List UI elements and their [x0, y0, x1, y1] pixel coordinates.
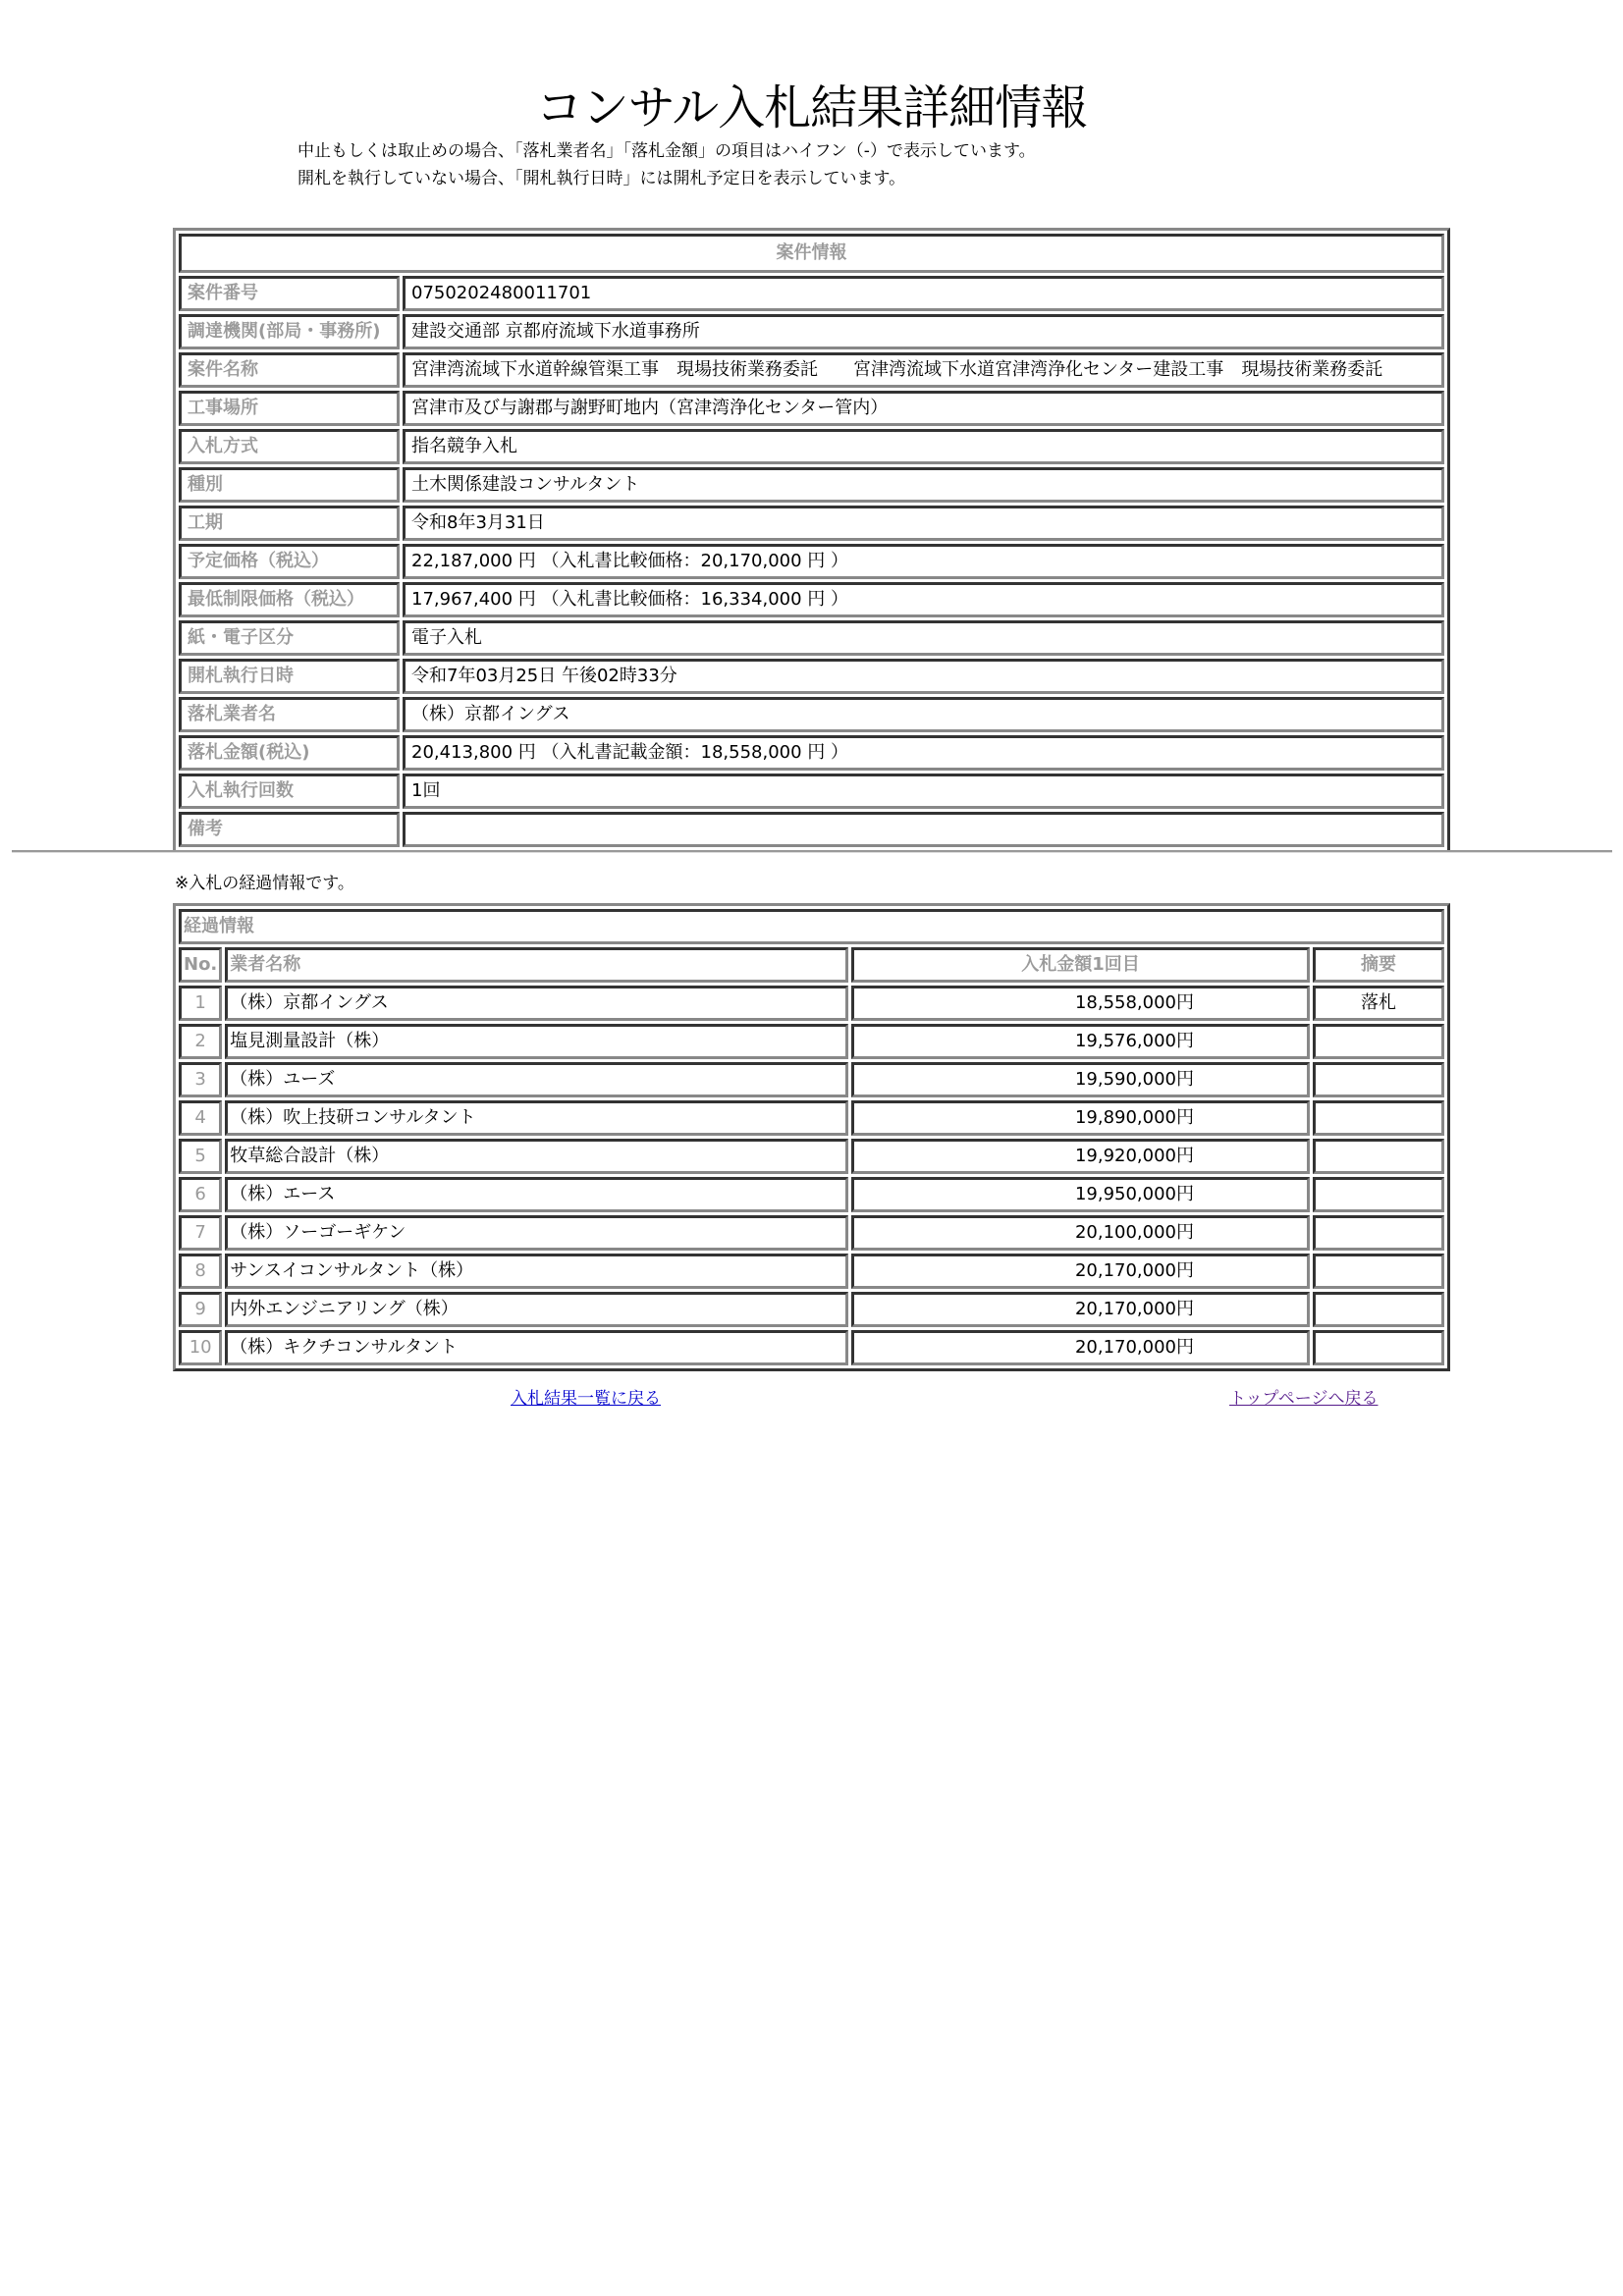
row-no: 6	[179, 1177, 222, 1212]
row-value: 建設交通部 京都府流域下水道事務所	[403, 314, 1444, 349]
row-name: 牧草総合設計（株）	[225, 1139, 848, 1174]
case-info-row	[179, 467, 1444, 503]
row-amount: 19,920,000円	[851, 1139, 1310, 1174]
row-value: 宮津市及び与謝郡与謝野町地内（宮津湾浄化センター管内）	[403, 391, 1444, 426]
column-header-summary: 摘要	[1313, 947, 1444, 983]
row-label: 種別	[179, 467, 400, 503]
row-name: （株）キクチコンサルタント	[225, 1330, 848, 1365]
table-row	[179, 1177, 1444, 1212]
row-name: （株）京都イングス	[225, 986, 848, 1021]
case-info-table	[173, 228, 1450, 853]
table-row	[179, 1100, 1444, 1136]
case-info-row	[179, 352, 1444, 388]
case-info-header: 案件情報	[179, 234, 1444, 273]
row-label: 最低制限価格（税込）	[179, 582, 400, 617]
case-info-row	[179, 620, 1444, 656]
row-no: 9	[179, 1292, 222, 1327]
progress-caption-row	[179, 909, 1444, 944]
row-value: 17,967,400 円 （入札書比較価格：16,334,000 円 ）	[403, 582, 1444, 617]
row-name: （株）ユーズ	[225, 1062, 848, 1097]
table-row	[179, 1024, 1444, 1059]
row-label: 案件番号	[179, 276, 400, 311]
row-label: 落札金額(税込)	[179, 735, 400, 771]
back-to-top-link[interactable]: トップページへ戻る	[1229, 1389, 1379, 1409]
row-value	[403, 812, 1444, 847]
row-value: 令和7年03月25日 午後02時33分	[403, 659, 1444, 694]
back-to-list-link[interactable]: 入札結果一覧に戻る	[511, 1389, 661, 1409]
row-summary	[1313, 1139, 1444, 1174]
row-amount: 20,100,000円	[851, 1215, 1310, 1251]
page-notes	[298, 137, 1036, 192]
row-value: 1回	[403, 774, 1444, 809]
row-summary	[1313, 1215, 1444, 1251]
case-info-row	[179, 582, 1444, 617]
row-no: 10	[179, 1330, 222, 1365]
row-no: 1	[179, 986, 222, 1021]
row-name: （株）ソーゴーギケン	[225, 1215, 848, 1251]
row-amount: 18,558,000円	[851, 986, 1310, 1021]
row-amount: 20,170,000円	[851, 1330, 1310, 1365]
row-no: 5	[179, 1139, 222, 1174]
table-row	[179, 1215, 1444, 1251]
table-row	[179, 986, 1444, 1021]
table-row	[179, 1330, 1444, 1365]
row-label: 落札業者名	[179, 697, 400, 732]
row-no: 7	[179, 1215, 222, 1251]
case-info-row	[179, 391, 1444, 426]
row-label: 調達機関(部局・事務所)	[179, 314, 400, 349]
row-summary	[1313, 1330, 1444, 1365]
row-value: 20,413,800 円 （入札書記載金額：18,558,000 円 ）	[403, 735, 1444, 771]
row-label: 開札執行日時	[179, 659, 400, 694]
row-name: （株）吹上技研コンサルタント	[225, 1100, 848, 1136]
row-summary	[1313, 1100, 1444, 1136]
row-label: 工期	[179, 506, 400, 541]
section-divider	[12, 850, 1612, 853]
row-name: （株）エース	[225, 1177, 848, 1212]
row-no: 4	[179, 1100, 222, 1136]
row-label: 案件名称	[179, 352, 400, 388]
row-summary	[1313, 1292, 1444, 1327]
row-label: 備考	[179, 812, 400, 847]
progress-note: ※入札の経過情報です。	[175, 874, 354, 893]
row-value: 電子入札	[403, 620, 1444, 656]
row-name: 塩見測量設計（株）	[225, 1024, 848, 1059]
case-info-row	[179, 429, 1444, 464]
case-info-row	[179, 735, 1444, 771]
case-info-row	[179, 276, 1444, 311]
row-value: 22,187,000 円 （入札書比較価格：20,170,000 円 ）	[403, 544, 1444, 579]
row-summary	[1313, 1062, 1444, 1097]
case-info-row	[179, 314, 1444, 349]
table-row	[179, 1292, 1444, 1327]
row-value: （株）京都イングス	[403, 697, 1444, 732]
row-amount: 19,590,000円	[851, 1062, 1310, 1097]
row-no: 3	[179, 1062, 222, 1097]
row-label: 入札方式	[179, 429, 400, 464]
case-info-row	[179, 506, 1444, 541]
row-label: 工事場所	[179, 391, 400, 426]
row-name: 内外エンジニアリング（株）	[225, 1292, 848, 1327]
row-no: 8	[179, 1254, 222, 1289]
row-amount: 19,950,000円	[851, 1177, 1310, 1212]
note-line: 中止もしくは取止めの場合、「落札業者名」「落札金額」の項目はハイフン（-）で表示しています。	[298, 141, 1036, 161]
case-info-header-row	[179, 234, 1444, 273]
progress-table	[173, 903, 1450, 1371]
row-value: 宮津湾流域下水道幹線管渠工事 現場技術業務委託 宮津湾流域下水道宮津湾浄化センター建設工事 現場技術業務委託	[403, 352, 1444, 388]
column-header-no: No.	[179, 947, 222, 983]
case-info-row	[179, 659, 1444, 694]
case-info-row	[179, 812, 1444, 847]
row-value: 指名競争入札	[403, 429, 1444, 464]
case-info-row	[179, 774, 1444, 809]
row-summary	[1313, 1024, 1444, 1059]
row-amount: 20,170,000円	[851, 1254, 1310, 1289]
row-summary	[1313, 1254, 1444, 1289]
case-info-row	[179, 697, 1444, 732]
row-summary	[1313, 1177, 1444, 1212]
row-value: 令和8年3月31日	[403, 506, 1444, 541]
row-label: 入札執行回数	[179, 774, 400, 809]
table-row	[179, 1139, 1444, 1174]
page-title: コンサル入札結果詳細情報	[535, 80, 1088, 136]
progress-header-row	[179, 947, 1444, 983]
table-row	[179, 1254, 1444, 1289]
case-info-row	[179, 544, 1444, 579]
progress-caption: 経過情報	[179, 909, 1444, 944]
table-row	[179, 1062, 1444, 1097]
row-no: 2	[179, 1024, 222, 1059]
row-value: 0750202480011701	[403, 276, 1444, 311]
column-header-amount: 入札金額1回目	[851, 947, 1310, 983]
note-line: 開札を執行していない場合、「開札執行日時」には開札予定日を表示しています。	[298, 169, 906, 188]
row-amount: 19,890,000円	[851, 1100, 1310, 1136]
row-amount: 20,170,000円	[851, 1292, 1310, 1327]
row-amount: 19,576,000円	[851, 1024, 1310, 1059]
row-summary: 落札	[1313, 986, 1444, 1021]
row-label: 紙・電子区分	[179, 620, 400, 656]
column-header-name: 業者名称	[225, 947, 848, 983]
row-name: サンスイコンサルタント（株）	[225, 1254, 848, 1289]
row-value: 土木関係建設コンサルタント	[403, 467, 1444, 503]
row-label: 予定価格（税込）	[179, 544, 400, 579]
